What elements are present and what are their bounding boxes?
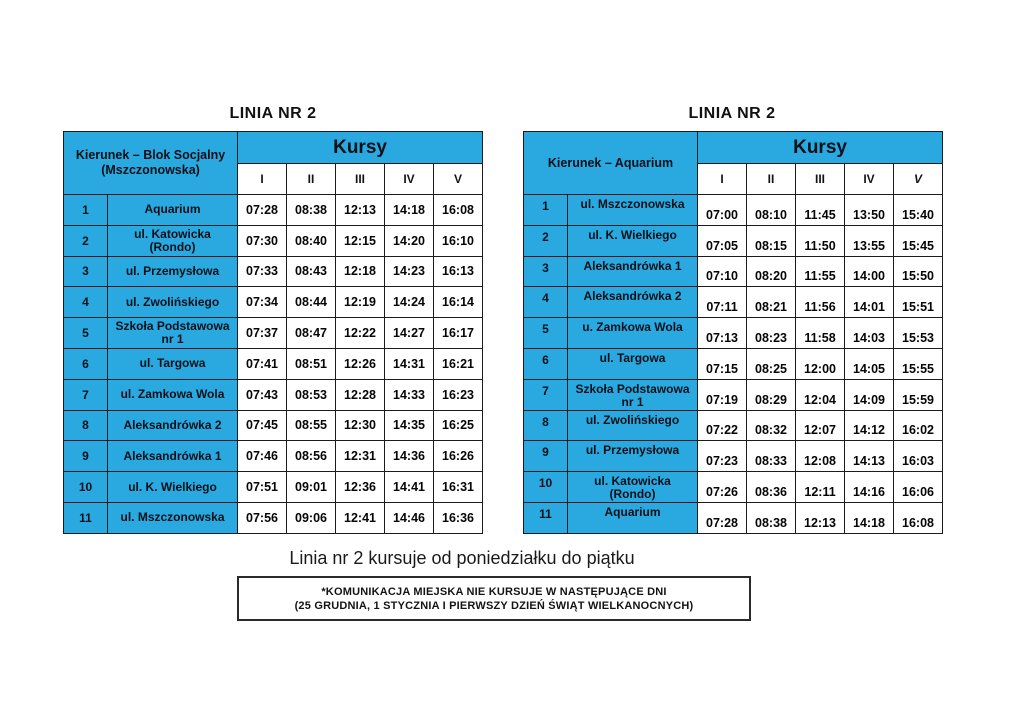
departure-time-cell: 14:12 bbox=[845, 410, 894, 441]
departure-time-cell: 13:55 bbox=[845, 225, 894, 256]
departure-time-cell: 07:45 bbox=[238, 410, 287, 441]
departure-time-cell: 08:38 bbox=[747, 502, 796, 533]
table-row bbox=[524, 256, 943, 287]
departure-time-cell: 07:34 bbox=[238, 287, 287, 318]
stop-number-cell: 3 bbox=[524, 256, 568, 287]
departure-time-cell: 08:47 bbox=[287, 318, 336, 349]
table-row bbox=[524, 195, 943, 226]
table-row bbox=[524, 318, 943, 349]
column-header: IV bbox=[845, 164, 894, 195]
notice-line: (25 GRUDNIA, 1 STYCZNIA I PIERWSZY DZIEŃ ŚWIĄT WIELKANOCNYCH) bbox=[294, 599, 694, 612]
column-header: I bbox=[698, 164, 747, 195]
table-row bbox=[524, 502, 943, 533]
stop-number-cell: 4 bbox=[524, 287, 568, 318]
departure-time-cell: 16:31 bbox=[434, 472, 483, 503]
departure-time-cell: 08:56 bbox=[287, 441, 336, 472]
departure-time-cell: 08:43 bbox=[287, 256, 336, 287]
table-row bbox=[64, 195, 483, 226]
departure-time-cell: 14:27 bbox=[385, 318, 434, 349]
table-row bbox=[524, 225, 943, 256]
departure-time-cell: 12:13 bbox=[796, 502, 845, 533]
stop-number-cell: 8 bbox=[64, 410, 108, 441]
stop-name-cell: ul. K. Wielkiego bbox=[568, 225, 698, 256]
stop-number-cell: 10 bbox=[64, 472, 108, 503]
table-row bbox=[524, 348, 943, 379]
departure-time-cell: 08:21 bbox=[747, 287, 796, 318]
no-service-notice-box bbox=[237, 576, 751, 621]
timetable-to-aquarium bbox=[523, 131, 943, 534]
stop-name-cell: Aquarium bbox=[568, 502, 698, 533]
departure-time-cell: 11:45 bbox=[796, 195, 845, 226]
kursy-header: Kursy bbox=[698, 132, 943, 164]
page-title: LINIA NR 2 bbox=[229, 105, 317, 122]
stop-number-cell: 3 bbox=[64, 256, 108, 287]
departure-time-cell: 16:10 bbox=[434, 225, 483, 256]
departure-time-cell: 16:36 bbox=[434, 502, 483, 533]
table-row bbox=[64, 410, 483, 441]
departure-time-cell: 08:38 bbox=[287, 195, 336, 226]
column-header: V bbox=[894, 164, 943, 195]
stop-name-cell: ul. Mszczonowska bbox=[108, 502, 238, 533]
departure-time-cell: 14:03 bbox=[845, 318, 894, 349]
departure-time-cell: 07:28 bbox=[698, 502, 747, 533]
departure-time-cell: 07:22 bbox=[698, 410, 747, 441]
departure-time-cell: 08:10 bbox=[747, 195, 796, 226]
kursy-header: Kursy bbox=[238, 132, 483, 164]
departure-time-cell: 14:00 bbox=[845, 256, 894, 287]
departure-time-cell: 08:55 bbox=[287, 410, 336, 441]
table-row bbox=[64, 348, 483, 379]
stop-name-cell: Aleksandrówka 2 bbox=[108, 410, 238, 441]
stop-name-cell: ul. Zamkowa Wola bbox=[108, 379, 238, 410]
departure-time-cell: 07:28 bbox=[238, 195, 287, 226]
departure-time-cell: 12:19 bbox=[336, 287, 385, 318]
departure-time-cell: 08:44 bbox=[287, 287, 336, 318]
departure-time-cell: 12:08 bbox=[796, 441, 845, 472]
table-row bbox=[524, 287, 943, 318]
departure-time-cell: 12:18 bbox=[336, 256, 385, 287]
timetable-to-blok-socjalny bbox=[63, 131, 483, 534]
departure-time-cell: 14:05 bbox=[845, 348, 894, 379]
departure-time-cell: 12:30 bbox=[336, 410, 385, 441]
table-row bbox=[64, 472, 483, 503]
departure-time-cell: 07:10 bbox=[698, 256, 747, 287]
departure-time-cell: 16:14 bbox=[434, 287, 483, 318]
departure-time-cell: 07:30 bbox=[238, 225, 287, 256]
table-row bbox=[64, 287, 483, 318]
direction-line: (Mszczonowska) bbox=[101, 163, 200, 177]
departure-time-cell: 12:26 bbox=[336, 348, 385, 379]
stop-number-cell: 6 bbox=[524, 348, 568, 379]
departure-time-cell: 08:29 bbox=[747, 379, 796, 410]
departure-time-cell: 07:41 bbox=[238, 348, 287, 379]
stop-number-cell: 11 bbox=[64, 502, 108, 533]
departure-time-cell: 16:26 bbox=[434, 441, 483, 472]
departure-time-cell: 12:28 bbox=[336, 379, 385, 410]
departure-time-cell: 07:19 bbox=[698, 379, 747, 410]
departure-time-cell: 12:07 bbox=[796, 410, 845, 441]
departure-time-cell: 15:50 bbox=[894, 256, 943, 287]
departure-time-cell: 16:08 bbox=[434, 195, 483, 226]
departure-time-cell: 15:59 bbox=[894, 379, 943, 410]
departure-time-cell: 16:13 bbox=[434, 256, 483, 287]
column-header: III bbox=[796, 164, 845, 195]
departure-time-cell: 14:46 bbox=[385, 502, 434, 533]
departure-time-cell: 08:32 bbox=[747, 410, 796, 441]
departure-time-cell: 14:41 bbox=[385, 472, 434, 503]
stop-name-cell: u. Zamkowa Wola bbox=[568, 318, 698, 349]
departure-time-cell: 15:45 bbox=[894, 225, 943, 256]
table-row bbox=[524, 379, 943, 410]
stop-name-cell: ul. Katowicka (Rondo) bbox=[568, 472, 698, 503]
departure-time-cell: 07:00 bbox=[698, 195, 747, 226]
departure-time-cell: 14:13 bbox=[845, 441, 894, 472]
departure-time-cell: 08:51 bbox=[287, 348, 336, 379]
departure-time-cell: 15:51 bbox=[894, 287, 943, 318]
table-row bbox=[64, 379, 483, 410]
stop-name-cell: Aleksandrówka 2 bbox=[568, 287, 698, 318]
stop-number-cell: 1 bbox=[524, 195, 568, 226]
stop-name-cell: ul. Zwolińskiego bbox=[108, 287, 238, 318]
departure-time-cell: 14:18 bbox=[385, 195, 434, 226]
departure-time-cell: 11:56 bbox=[796, 287, 845, 318]
departure-time-cell: 08:36 bbox=[747, 472, 796, 503]
departure-time-cell: 07:05 bbox=[698, 225, 747, 256]
departure-time-cell: 08:25 bbox=[747, 348, 796, 379]
departure-time-cell: 14:20 bbox=[385, 225, 434, 256]
departure-time-cell: 07:46 bbox=[238, 441, 287, 472]
stop-number-cell: 1 bbox=[64, 195, 108, 226]
departure-time-cell: 14:16 bbox=[845, 472, 894, 503]
stop-number-cell: 6 bbox=[64, 348, 108, 379]
departure-time-cell: 08:15 bbox=[747, 225, 796, 256]
departure-time-cell: 12:36 bbox=[336, 472, 385, 503]
departure-time-cell: 11:58 bbox=[796, 318, 845, 349]
stop-number-cell: 7 bbox=[64, 379, 108, 410]
stop-number-cell: 2 bbox=[524, 225, 568, 256]
stop-name-cell: ul. Przemysłowa bbox=[108, 256, 238, 287]
stop-name-cell: Aleksandrówka 1 bbox=[568, 256, 698, 287]
departure-time-cell: 16:06 bbox=[894, 472, 943, 503]
departure-time-cell: 14:24 bbox=[385, 287, 434, 318]
table-row bbox=[64, 256, 483, 287]
departure-time-cell: 08:40 bbox=[287, 225, 336, 256]
direction-line: Kierunek – Blok Socjalny bbox=[75, 148, 226, 162]
column-header: V bbox=[434, 164, 483, 195]
departure-time-cell: 07:15 bbox=[698, 348, 747, 379]
departure-time-cell: 14:36 bbox=[385, 441, 434, 472]
departure-time-cell: 14:35 bbox=[385, 410, 434, 441]
departure-time-cell: 07:26 bbox=[698, 472, 747, 503]
departure-time-cell: 14:01 bbox=[845, 287, 894, 318]
departure-time-cell: 12:00 bbox=[796, 348, 845, 379]
table-row bbox=[524, 472, 943, 503]
departure-time-cell: 07:43 bbox=[238, 379, 287, 410]
departure-time-cell: 14:09 bbox=[845, 379, 894, 410]
stop-number-cell: 8 bbox=[524, 410, 568, 441]
direction-line: Kierunek – Aquarium bbox=[547, 155, 674, 170]
departure-time-cell: 15:40 bbox=[894, 195, 943, 226]
departure-time-cell: 14:33 bbox=[385, 379, 434, 410]
stop-number-cell: 9 bbox=[64, 441, 108, 472]
departure-time-cell: 16:23 bbox=[434, 379, 483, 410]
departure-time-cell: 12:22 bbox=[336, 318, 385, 349]
stop-name-cell: ul. Targowa bbox=[108, 348, 238, 379]
departure-time-cell: 08:23 bbox=[747, 318, 796, 349]
stop-name-cell: Szkoła Podstawowa nr 1 bbox=[568, 379, 698, 410]
table-row bbox=[524, 441, 943, 472]
stop-name-cell: ul. Targowa bbox=[568, 348, 698, 379]
departure-time-cell: 12:41 bbox=[336, 502, 385, 533]
stop-name-cell: ul. Przemysłowa bbox=[568, 441, 698, 472]
departure-time-cell: 07:51 bbox=[238, 472, 287, 503]
departure-time-cell: 07:33 bbox=[238, 256, 287, 287]
stop-name-cell: ul. K. Wielkiego bbox=[108, 472, 238, 503]
departure-time-cell: 07:23 bbox=[698, 441, 747, 472]
stop-number-cell: 7 bbox=[524, 379, 568, 410]
stop-name-cell: Aquarium bbox=[108, 195, 238, 226]
departure-time-cell: 15:53 bbox=[894, 318, 943, 349]
departure-time-cell: 07:56 bbox=[238, 502, 287, 533]
departure-time-cell: 07:37 bbox=[238, 318, 287, 349]
departure-time-cell: 16:08 bbox=[894, 502, 943, 533]
table-row bbox=[64, 441, 483, 472]
stop-name-cell: ul. Katowicka (Rondo) bbox=[108, 225, 238, 256]
departure-time-cell: 07:11 bbox=[698, 287, 747, 318]
stop-number-cell: 9 bbox=[524, 441, 568, 472]
notice-line: *KOMUNIKACJA MIEJSKA NIE KURSUJE W NASTĘPUJĄCE DNI bbox=[321, 585, 667, 598]
departure-time-cell: 16:25 bbox=[434, 410, 483, 441]
departure-time-cell: 11:55 bbox=[796, 256, 845, 287]
departure-time-cell: 09:01 bbox=[287, 472, 336, 503]
service-days-note: Linia nr 2 kursuje od poniedziałku do piątku bbox=[289, 548, 635, 568]
departure-time-cell: 08:20 bbox=[747, 256, 796, 287]
stop-number-cell: 10 bbox=[524, 472, 568, 503]
direction-header bbox=[64, 132, 238, 195]
departure-time-cell: 14:31 bbox=[385, 348, 434, 379]
stop-name-cell: ul. Mszczonowska bbox=[568, 195, 698, 226]
departure-time-cell: 16:02 bbox=[894, 410, 943, 441]
stop-name-cell: ul. Zwolińskiego bbox=[568, 410, 698, 441]
column-header: II bbox=[287, 164, 336, 195]
direction-header bbox=[524, 132, 698, 195]
departure-time-cell: 12:15 bbox=[336, 225, 385, 256]
departure-time-cell: 12:04 bbox=[796, 379, 845, 410]
stop-number-cell: 2 bbox=[64, 225, 108, 256]
stop-name-cell: Aleksandrówka 1 bbox=[108, 441, 238, 472]
column-header: IV bbox=[385, 164, 434, 195]
departure-time-cell: 12:13 bbox=[336, 195, 385, 226]
page-title: LINIA NR 2 bbox=[688, 105, 776, 122]
departure-time-cell: 09:06 bbox=[287, 502, 336, 533]
stop-number-cell: 5 bbox=[64, 318, 108, 349]
departure-time-cell: 08:33 bbox=[747, 441, 796, 472]
stop-number-cell: 11 bbox=[524, 502, 568, 533]
departure-time-cell: 12:31 bbox=[336, 441, 385, 472]
column-header: I bbox=[238, 164, 287, 195]
table-row bbox=[64, 318, 483, 349]
table-row bbox=[64, 225, 483, 256]
departure-time-cell: 15:55 bbox=[894, 348, 943, 379]
departure-time-cell: 16:21 bbox=[434, 348, 483, 379]
column-header: III bbox=[336, 164, 385, 195]
table-row bbox=[64, 502, 483, 533]
departure-time-cell: 12:11 bbox=[796, 472, 845, 503]
stop-number-cell: 4 bbox=[64, 287, 108, 318]
departure-time-cell: 14:18 bbox=[845, 502, 894, 533]
departure-time-cell: 08:53 bbox=[287, 379, 336, 410]
departure-time-cell: 16:03 bbox=[894, 441, 943, 472]
stop-name-cell: Szkoła Podstawowa nr 1 bbox=[108, 318, 238, 349]
departure-time-cell: 14:23 bbox=[385, 256, 434, 287]
departure-time-cell: 16:17 bbox=[434, 318, 483, 349]
column-header: II bbox=[747, 164, 796, 195]
departure-time-cell: 11:50 bbox=[796, 225, 845, 256]
departure-time-cell: 13:50 bbox=[845, 195, 894, 226]
table-row bbox=[524, 410, 943, 441]
departure-time-cell: 07:13 bbox=[698, 318, 747, 349]
stop-number-cell: 5 bbox=[524, 318, 568, 349]
